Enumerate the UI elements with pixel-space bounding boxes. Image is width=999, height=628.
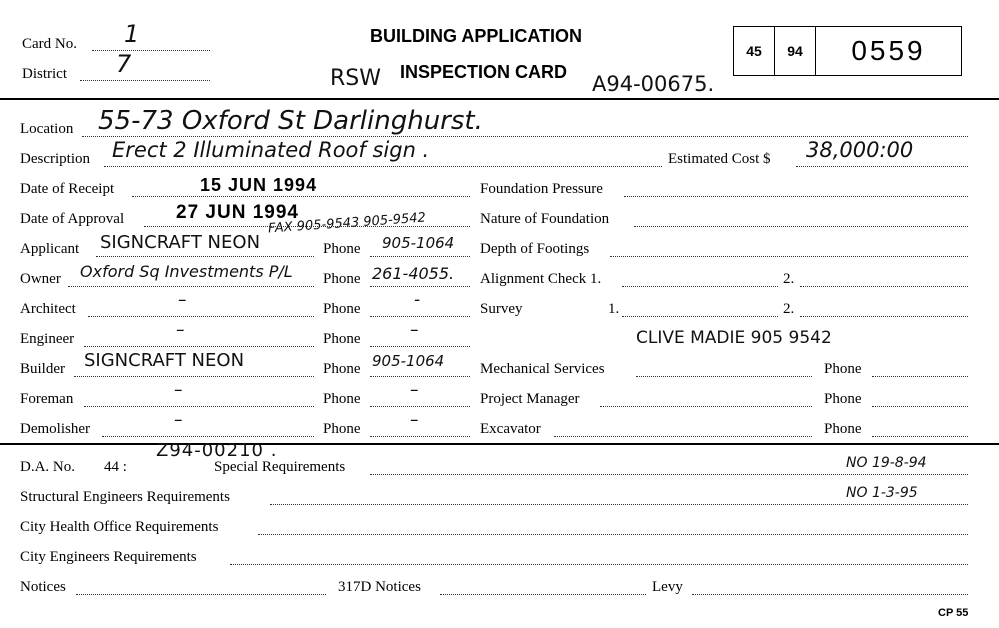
structural-line — [270, 504, 968, 505]
builder-value: SIGNCRAFT NEON — [84, 350, 245, 371]
survey-line-1 — [622, 316, 778, 317]
foreman-phone-line — [370, 406, 470, 407]
mechanical-phone-line — [872, 376, 968, 377]
owner-label: Owner — [20, 271, 61, 287]
city-eng-line — [230, 564, 968, 565]
demolisher-line — [102, 436, 314, 437]
applicant-value: SIGNCRAFT NEON — [100, 232, 261, 253]
estimated-cost-label: Estimated Cost $ — [668, 151, 771, 167]
demolisher-phone-label: Phone — [323, 421, 361, 437]
alignment-two-label: 2. — [783, 271, 795, 287]
foundation-pressure-label: Foundation Pressure — [480, 181, 603, 197]
box-number: 0559 — [851, 35, 926, 66]
da-handwritten: Z94-00210 . — [156, 440, 278, 461]
box-left: 45 — [734, 27, 775, 75]
owner-phone-line — [370, 286, 470, 287]
survey-line-2 — [800, 316, 968, 317]
da-label: D.A. No. — [20, 459, 75, 475]
applicant-phone-line — [370, 256, 470, 257]
special-req-value: NO 19-8-94 — [846, 455, 927, 471]
builder-phone-label: Phone — [323, 361, 361, 377]
project-manager-phone-label: Phone — [824, 391, 862, 407]
builder-line — [74, 376, 314, 377]
engineer-label: Engineer — [20, 331, 75, 347]
card-no-value: 1 — [124, 20, 140, 48]
survey-one-label: 1. — [608, 301, 620, 317]
demolisher-phone: – — [410, 410, 419, 430]
title-building-application: BUILDING APPLICATION — [370, 26, 582, 46]
levy-label: Levy — [652, 579, 683, 595]
excavator-phone-line — [872, 436, 968, 437]
health-line — [258, 534, 968, 535]
builder-label: Builder — [20, 361, 65, 377]
date-approval-label: Date of Approval — [20, 211, 125, 227]
estimated-cost-line — [796, 166, 968, 167]
builder-phone: 905-1064 — [372, 352, 445, 370]
project-manager-line — [600, 406, 812, 407]
notices-line — [76, 594, 326, 595]
applicant-label: Applicant — [20, 241, 80, 257]
form-code: CP 55 — [938, 607, 969, 619]
card-no-label: Card No. — [22, 36, 77, 52]
project-manager-label: Project Manager — [480, 391, 580, 407]
special-req-line — [370, 474, 968, 475]
depth-footings-label: Depth of Footings — [480, 241, 590, 257]
excavator-line — [554, 436, 812, 437]
owner-value: Oxford Sq Investments P/L — [80, 262, 293, 281]
estimated-cost-value: 38,000:00 — [806, 138, 914, 162]
district-value: 7 — [116, 50, 132, 78]
header-rule — [0, 98, 999, 100]
card-no-line — [92, 50, 210, 51]
mechanical-phone-label: Phone — [824, 361, 862, 377]
special-req-label: Special Requirements — [214, 459, 346, 475]
architect-value: – — [178, 290, 187, 310]
foreman-value: – — [174, 380, 183, 400]
mechanical-line — [636, 376, 812, 377]
nature-foundation-label: Nature of Foundation — [480, 211, 610, 227]
health-label: City Health Office Requirements — [20, 519, 219, 535]
alignment-line-2 — [800, 286, 968, 287]
foreman-label: Foreman — [20, 391, 74, 407]
applicant-phone: 905-1064 — [382, 234, 455, 252]
nature-foundation-line — [634, 226, 968, 227]
location-value: 55-73 Oxford St Darlinghurst. — [98, 106, 483, 136]
notices-317d-label: 317D Notices — [338, 579, 421, 595]
description-value: Erect 2 Illuminated Roof sign . — [112, 138, 430, 162]
survey-two-label: 2. — [783, 301, 795, 317]
date-approval-stamp: 27 JUN 1994 — [176, 202, 299, 223]
da-prefix: 44 : — [104, 459, 127, 475]
architect-label: Architect — [20, 301, 76, 317]
description-label: Description — [20, 151, 90, 167]
district-line — [80, 80, 210, 81]
project-manager-phone-line — [872, 406, 968, 407]
excavator-label: Excavator — [480, 421, 541, 437]
alignment-line-1 — [622, 286, 778, 287]
engineer-value: – — [176, 320, 185, 340]
builder-phone-line — [370, 376, 470, 377]
district-label: District — [22, 66, 67, 82]
footer-rule — [0, 443, 999, 445]
applicant-line — [96, 256, 314, 257]
applicant-phone-label: Phone — [323, 241, 361, 257]
date-receipt-stamp: 15 JUN 1994 — [200, 175, 318, 195]
architect-phone-line — [370, 316, 470, 317]
owner-line — [68, 286, 314, 287]
demolisher-label: Demolisher — [20, 421, 90, 437]
survey-label: Survey — [480, 301, 523, 317]
city-eng-label: City Engineers Requirements — [20, 549, 197, 565]
engineer-line — [84, 346, 314, 347]
engineer-phone-label: Phone — [323, 331, 361, 347]
foundation-pressure-line — [624, 196, 968, 197]
structural-value: NO 1-3-95 — [846, 485, 918, 501]
location-line — [82, 136, 968, 137]
engineer-phone: – — [410, 320, 419, 340]
foreman-line — [84, 406, 314, 407]
foreman-phone: – — [410, 380, 419, 400]
description-line — [104, 166, 662, 167]
foreman-phone-label: Phone — [323, 391, 361, 407]
levy-line — [692, 594, 968, 595]
depth-footings-line — [610, 256, 968, 257]
box-mid: 94 — [775, 27, 816, 75]
demolisher-phone-line — [370, 436, 470, 437]
alignment-label: Alignment Check 1. — [480, 271, 602, 287]
handwritten-rsw: RSW — [330, 66, 382, 91]
reference-box — [733, 26, 962, 76]
architect-phone-label: Phone — [323, 301, 361, 317]
owner-phone: 261-4055. — [372, 264, 455, 283]
title-inspection-card: INSPECTION CARD — [400, 62, 568, 82]
date-receipt-line — [132, 196, 470, 197]
handwritten-ref: A94-00675. — [592, 72, 715, 96]
notices-317d-line — [440, 594, 646, 595]
architect-phone: - — [414, 290, 421, 310]
date-receipt-label: Date of Receipt — [20, 181, 115, 197]
engineer-phone-line — [370, 346, 470, 347]
fax-note: FAX 905-9543 905-9542 — [267, 210, 427, 237]
location-label: Location — [20, 121, 74, 137]
notices-label: Notices — [20, 579, 66, 595]
structural-label: Structural Engineers Requirements — [20, 489, 230, 505]
excavator-phone-label: Phone — [824, 421, 862, 437]
owner-phone-label: Phone — [323, 271, 361, 287]
clive-note: CLIVE MADIE 905 9542 — [636, 328, 832, 348]
demolisher-value: – — [174, 410, 183, 430]
architect-line — [88, 316, 314, 317]
mechanical-label: Mechanical Services — [480, 361, 605, 377]
